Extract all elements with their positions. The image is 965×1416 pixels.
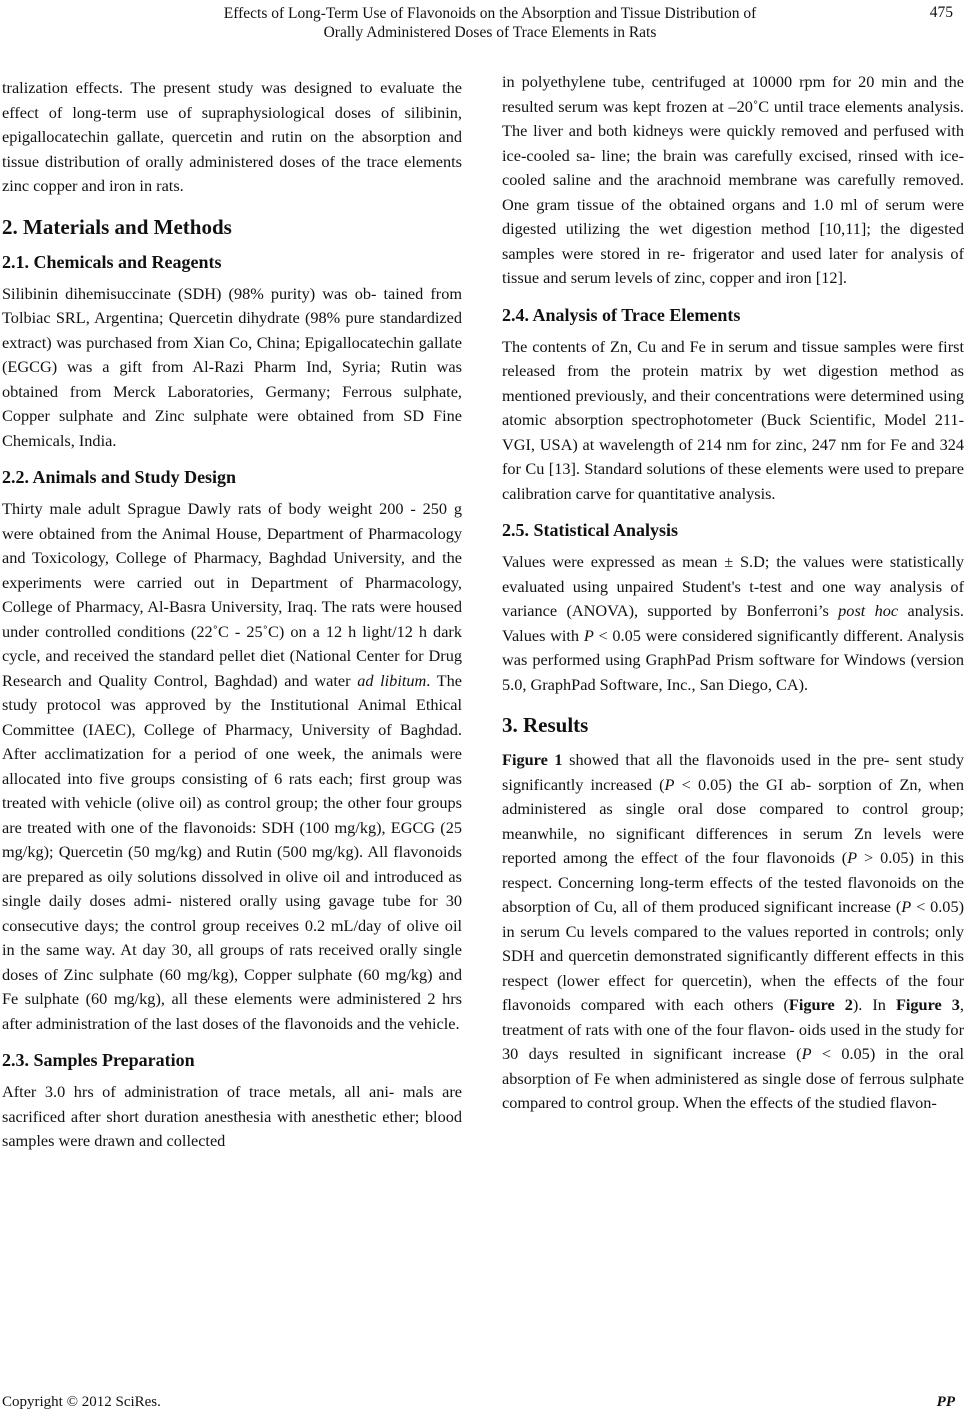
text-run: < 0.05) in the oral absorption of Fe when administered as single dose of ferrous sulphate compared to control group. When the effects of the studied flavon- bbox=[502, 1044, 964, 1112]
section-2-heading: 2. Materials and Methods bbox=[2, 214, 232, 239]
subsection-2-1-paragraph: Silibinin dihemisuccinate (SDH) (98% purity) was ob- tained from Tolbiac SRL, Argentina; Quercetin dihydrate (98% pure standardized extract) was purchased from Xian Co, China; Epigallocatechin gallate (EGCG) was a gift from Al-Razi Pharm Ind, Syria; Rutin was obtained from Merck Laboratories, Germany; Ferrous sulphate, Copper sulphate and Zinc sulphate were obtained from SD Fine Chemicals, India. bbox=[2, 283, 462, 450]
text-run: < 0.05 were considered significantly different. Analysis was performed using GraphPad Prism software for Windows (version 5.0, GraphPad Software, Inc., San Diego, CA). bbox=[502, 625, 964, 694]
page-number: 475 bbox=[929, 4, 953, 21]
section-3-heading: 3. Results bbox=[502, 713, 589, 737]
subsection-2-5-paragraph bbox=[502, 550, 964, 697]
italic-p: P bbox=[847, 848, 858, 867]
journal-abbreviation: PP bbox=[936, 1394, 955, 1410]
figure-2-reference[interactable]: Figure 2 bbox=[788, 995, 853, 1014]
text-run: < 0.05) the GI ab- sorption of Zn, when administered as single oral dose compared to control group; meanwhile, no significant differences in serum Zn levels were reported among the effect of the four flavonoids ( bbox=[502, 774, 964, 867]
intro-paragraph: tralization effects. The present study was designed to evaluate the effect of long-term use of supraphysiological doses of silibinin, epigallocatechin gallate, quercetin and rutin on the absorption and tissue distribution of orally administered doses of the trace elements zinc copper and iron in rats. bbox=[2, 78, 462, 195]
text-run: < 0.05) in serum Cu levels compared to the values reported in controls; only SDH and quercetin demonstrated significantly different effects in this respect (lower effect for quercetin), when the effects of the four flavonoids compared with each others ( bbox=[502, 897, 965, 1014]
left-column bbox=[2, 76, 462, 1154]
subsection-2-2-heading: 2.2. Animals and Study Design bbox=[2, 467, 237, 487]
text-run: , treatment of rats with one of the four flavon- oids used in the study for 30 days resulted in significant increase ( bbox=[502, 995, 964, 1063]
figure-1-reference[interactable]: Figure 1 bbox=[502, 750, 563, 769]
copyright-notice: Copyright © 2012 SciRes. bbox=[2, 1394, 161, 1410]
running-title bbox=[100, 4, 880, 42]
running-title-line-2: Orally Administered Doses of Trace Elements in Rats bbox=[323, 24, 657, 41]
italic-p: P bbox=[901, 897, 912, 916]
text-run: Thirty male adult Sprague Dawly rats of body weight 200 - 250 g were obtained from the Animal House, Department of Pharmacology and Toxicology, College of Pharmacy, Baghdad University, and the experiments were carried out in Department of Pharmacology, College of Pharmacy, Al-Basra University, Iraq. The rats were housed under controlled conditions (22˚C - 25˚C) on a 12 h light/12 h dark cycle, and received the standard pellet diet (National Center for Drug Research and Quality Control, Baghdad) and water bbox=[2, 499, 462, 690]
subsection-2-4-heading: 2.4. Analysis of Trace Elements bbox=[502, 304, 741, 325]
subsection-2-3-paragraph: After 3.0 hrs of administration of trace metals, all ani- mals are sacrificed after short duration anesthesia with anesthetic ether; blood samples were drawn and collected bbox=[2, 1082, 462, 1150]
text-run: showed that all the flavonoids used in the pre- sent study significantly increased ( bbox=[502, 750, 964, 794]
continued-paragraph: in polyethylene tube, centrifuged at 10000 rpm for 20 min and the resulted serum was kept frozen at –20˚C until trace elements analysis. The liver and both kidneys were quickly removed and perfused with ice-cooled sa- line; the brain was carefully excised, rinsed with ice- cooled saline and the arachnoid membrane was carefully removed. One gram tissue of the obtained organs and 1.0 ml of serum were digested utilizing the wet digestion method [10,11]; the digested samples were stored in re- frigerator and used later for analysis of tissue and serum levels of zinc, copper and iron [12]. bbox=[502, 72, 964, 287]
text-run: analysis. Values with bbox=[502, 601, 964, 645]
italic-p: P bbox=[664, 774, 675, 794]
right-column bbox=[502, 70, 964, 1116]
results-paragraph bbox=[502, 748, 964, 1116]
text-run: > 0.05) in this respect. Concerning long-term effects of the tested flavonoids on the absorption of Cu, all of them produced significant increase ( bbox=[502, 848, 964, 916]
italic-p: P bbox=[583, 625, 594, 645]
italic-term: post hoc bbox=[838, 601, 899, 620]
italic-p: P bbox=[801, 1044, 812, 1063]
figure-3-reference[interactable]: Figure 3 bbox=[895, 995, 960, 1014]
subsection-2-3-heading: 2.3. Samples Preparation bbox=[2, 1050, 195, 1070]
page-header bbox=[0, 2, 965, 46]
subsection-2-1-heading: 2.1. Chemicals and Reagents bbox=[2, 251, 222, 272]
subsection-2-5-heading: 2.5. Statistical Analysis bbox=[502, 520, 679, 540]
subsection-2-2-paragraph bbox=[2, 497, 462, 1036]
page-footer bbox=[0, 1394, 965, 1414]
running-title-line-1: Effects of Long-Term Use of Flavonoids on the Absorption and Tissue Distribution of bbox=[223, 5, 757, 22]
text-run: . The study protocol was approved by the Institutional Animal Ethical Committee (IAEC), College of Pharmacy, University of Baghdad. After acclimatization for a period of one week, the animals were allocated into five groups consisting of 6 rats each; first group was treated with vehicle (olive oil) as control group; the other four groups are treated with one of the flavonoids: SDH (100 mg/kg), EGCG (25 mg/kg); Quercetin (50 mg/kg) and Rutin (500 mg/kg). All flavonoids are prepared as oily solutions dissolved in olive oil and introduced as single daily doses admi- nistered orally using gavage tube for 30 consecutive days; the control group receives 0.2 mL/day of olive oil in the same way. At day 30, all groups of rats received orally single doses of Zinc sulphate (60 mg/kg), Copper sulphate (60 mg/kg) and Fe sulphate (60 mg/kg), all these elements were administered 2 hrs after administration of the last doses of the flavonoids and the vehicle. bbox=[2, 670, 462, 1033]
subsection-2-4-paragraph: The contents of Zn, Cu and Fe in serum and tissue samples were first released from the protein matrix by wet digestion method as mentioned previously, and their concentrations were determined using atomic absorption spectrophotometer (Buck Scientific, Model 211-VGI, USA) at wavelength of 214 nm for zinc, 247 nm for Fe and 324 for Cu [13]. Standard solutions of these elements were used to prepare calibration carve for quantitative analysis. bbox=[502, 336, 964, 503]
text-run: Values were expressed as mean ± S.D; the values were statistically evaluated using unpaired Student's t-test and one way analysis of variance (ANOVA), supported by Bonferroni’s bbox=[502, 552, 964, 620]
text-run: ). In bbox=[852, 995, 886, 1014]
italic-term: ad libitum bbox=[357, 670, 427, 690]
